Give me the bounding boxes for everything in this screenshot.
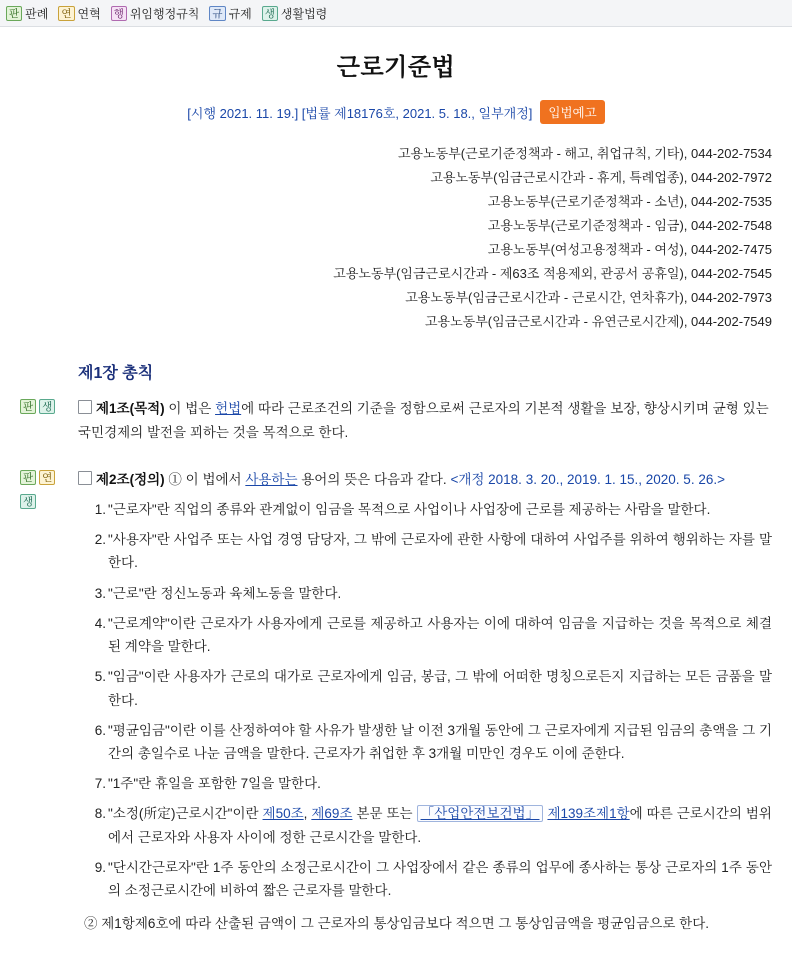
tag-haeng-label: 위임행정규칙	[129, 6, 200, 21]
tag-yeon-label: 연혁	[77, 6, 101, 21]
list-item-number: 2.	[94, 532, 106, 548]
list-item	[78, 772, 772, 795]
pan-chip-icon[interactable]: 판	[20, 470, 36, 485]
list-item-text: "근로"란 정신노동과 육체노동을 말한다.	[108, 585, 342, 601]
article-2-gutter-chips-row2	[20, 494, 72, 509]
tag-pan[interactable]	[6, 5, 48, 22]
list-item-number: 8.	[94, 806, 106, 822]
link-industrial-safety-act[interactable]: 「산업안전보건법」	[417, 805, 544, 822]
article-2-lead-after: 용어의 뜻은 다음과 같다.	[297, 471, 451, 487]
list-item-text: "단시간근로자"란 1주 동안의 소정근로시간이 그 사업장에서 같은 종류의 업무에 종사하는 통상 근로자의 1주 동안의 소정근로시간에 비하여 짧은 근로자를 말한다.	[108, 859, 772, 899]
list-item-text: "근로자"란 직업의 종류와 관계없이 임금을 목적으로 사업이나 사업장에 근로를 제공하는 사람을 말한다.	[108, 502, 711, 518]
tag-yeon[interactable]	[58, 5, 100, 22]
yeon-chip-icon[interactable]: 연	[39, 470, 55, 485]
list-item-text: "근로계약"이란 근로자가 사용자에게 근로를 제공하고 사용자는 이에 대하여 임금을 지급하는 것을 목적으로 체결된 계약을 말한다.	[108, 615, 772, 655]
contact-item: 고용노동부(여성고용정책과 - 여성), 044-202-7475	[487, 242, 772, 258]
gyu-chip-icon: 규	[209, 6, 225, 21]
contact-item: 고용노동부(임금근로시간과 - 근로시간, 연차휴가), 044-202-7973	[405, 290, 772, 306]
article-2-lead-before: ① 이 법에서	[164, 471, 246, 487]
contact-item: 고용노동부(임금근로시간과 - 유연근로시간제), 044-202-7549	[425, 314, 772, 330]
list-item-8	[78, 802, 772, 848]
tag-gyu[interactable]	[209, 5, 251, 22]
list-item-text-mid: 본문 또는	[352, 806, 417, 822]
list-item-number: 6.	[94, 722, 106, 738]
tag-saeng[interactable]	[262, 5, 328, 22]
list-item	[78, 612, 772, 658]
article-2-item-list	[78, 498, 772, 902]
article-2-gutter-chips-row1	[20, 470, 72, 485]
article-2-clause-2: ② 제1항제6호에 따라 산출된 금액이 그 근로자의 통상임금보다 적으면 그 통상임금액을 평균임금으로 한다.	[84, 916, 709, 932]
constitution-link[interactable]: 헌법	[215, 401, 242, 417]
link-article-69[interactable]: 제69조	[311, 806, 353, 822]
article-1-gutter-chips	[20, 399, 72, 414]
list-item-number: 5.	[94, 669, 106, 685]
article-1-text-before: 이 법은	[164, 401, 216, 417]
saeng-chip-icon[interactable]: 생	[39, 399, 55, 414]
contact-item: 고용노동부(근로기준정책과 - 소년), 044-202-7535	[487, 194, 772, 210]
list-item-text: "임금"이란 사용자가 근로의 대가로 근로자에게 임금, 봉급, 그 밖에 어떠한 명칭으로든지 지급하는 모든 금품을 말한다.	[108, 669, 772, 708]
list-item-number: 4.	[94, 615, 106, 631]
tag-legend-bar	[0, 0, 792, 27]
chapter-heading: 제1장 총칙	[78, 365, 154, 383]
contact-item: 고용노동부(근로기준정책과 - 임금), 044-202-7548	[487, 218, 772, 234]
amendment-note: <개정 2018. 3. 20., 2019. 1. 15., 2020. 5. 26.>	[450, 471, 725, 487]
list-item	[78, 665, 772, 711]
list-item-text-part2: 에 따른 근로시간의 범위에서 근로자와 사용자 사이에 정한 근로시간을 말한다.	[108, 806, 772, 845]
list-item	[78, 582, 772, 605]
saeng-chip-icon: 생	[262, 6, 278, 21]
article-2-checkbox[interactable]	[78, 471, 92, 485]
article-1-checkbox[interactable]	[78, 400, 92, 414]
effective-date-text: [시행 2021. 11. 19.] [법률 제18176호, 2021. 5. 18., 일부개정]	[187, 106, 533, 121]
article-1-title: 제1조(목적)	[96, 401, 165, 417]
tag-pan-label: 판례	[25, 6, 49, 21]
contact-item: 고용노동부(근로기준정책과 - 해고, 취업규칙, 기타), 044-202-7534	[397, 146, 772, 161]
list-item	[78, 528, 772, 574]
status-badge[interactable]: 입법예고	[540, 100, 604, 124]
pan-chip-icon: 판	[6, 6, 22, 21]
law-body	[0, 360, 792, 965]
link-article-139-1[interactable]: 제139조제1항	[547, 806, 630, 822]
link-article-50[interactable]: 제50조	[262, 806, 304, 822]
list-item-text: "사용자"란 사업주 또는 사업 경영 담당자, 그 밖에 근로자에 관한 사항에 대하여 사업주를 위하여 행위하는 자를 말한다.	[108, 532, 772, 571]
contact-list	[0, 142, 792, 334]
list-item-number: 3.	[94, 585, 106, 601]
saeng-chip-icon[interactable]: 생	[20, 494, 36, 509]
page-title: 근로기준법	[336, 54, 456, 81]
list-item-number: 1.	[94, 502, 106, 518]
list-item	[78, 498, 772, 521]
article-1	[20, 397, 772, 443]
law-meta-line	[0, 100, 792, 124]
separator: ,	[303, 806, 312, 822]
list-item	[78, 719, 772, 765]
article-1-text-after: 에 따라 근로조건의 기준을 정함으로써 근로자의 기본적 생활을 보장, 향상시키며 균형 있는 국민경제의 발전을 꾀하는 것을 목적으로 한다.	[78, 401, 769, 440]
usage-link[interactable]: 사용하는	[245, 471, 298, 487]
tag-haeng[interactable]	[111, 5, 200, 22]
article-2	[20, 468, 772, 936]
list-item-text: "1주"란 휴일을 포함한 7일을 말한다.	[108, 776, 321, 792]
list-item-number: 7.	[94, 776, 106, 792]
tag-saeng-label: 생활법령	[280, 6, 328, 21]
contact-item: 고용노동부(임금근로시간과 - 휴게, 특례업종), 044-202-7972	[430, 170, 772, 186]
yeon-chip-icon: 연	[58, 6, 74, 21]
list-item-number: 9.	[94, 859, 106, 875]
contact-item: 고용노동부(임금근로시간과 - 제63조 적용제외, 관공서 공휴일), 044-202-7545	[333, 266, 772, 282]
pan-chip-icon[interactable]: 판	[20, 399, 36, 414]
article-2-title: 제2조(정의)	[96, 471, 165, 487]
list-item-text-part1: "소정(所定)근로시간"이란	[108, 806, 263, 822]
haeng-chip-icon: 행	[111, 6, 127, 21]
list-item-text: "평균임금"이란 이를 산정하여야 할 사유가 발생한 날 이전 3개월 동안에 그 근로자에게 지급된 임금의 총액을 그 기간의 총일수로 나눈 금액을 말한다. 근로자가 취업한 후 3개월 미만인 경우도 이에 준한다.	[108, 722, 772, 761]
tag-gyu-label: 규제	[228, 6, 252, 21]
list-item	[78, 856, 772, 902]
